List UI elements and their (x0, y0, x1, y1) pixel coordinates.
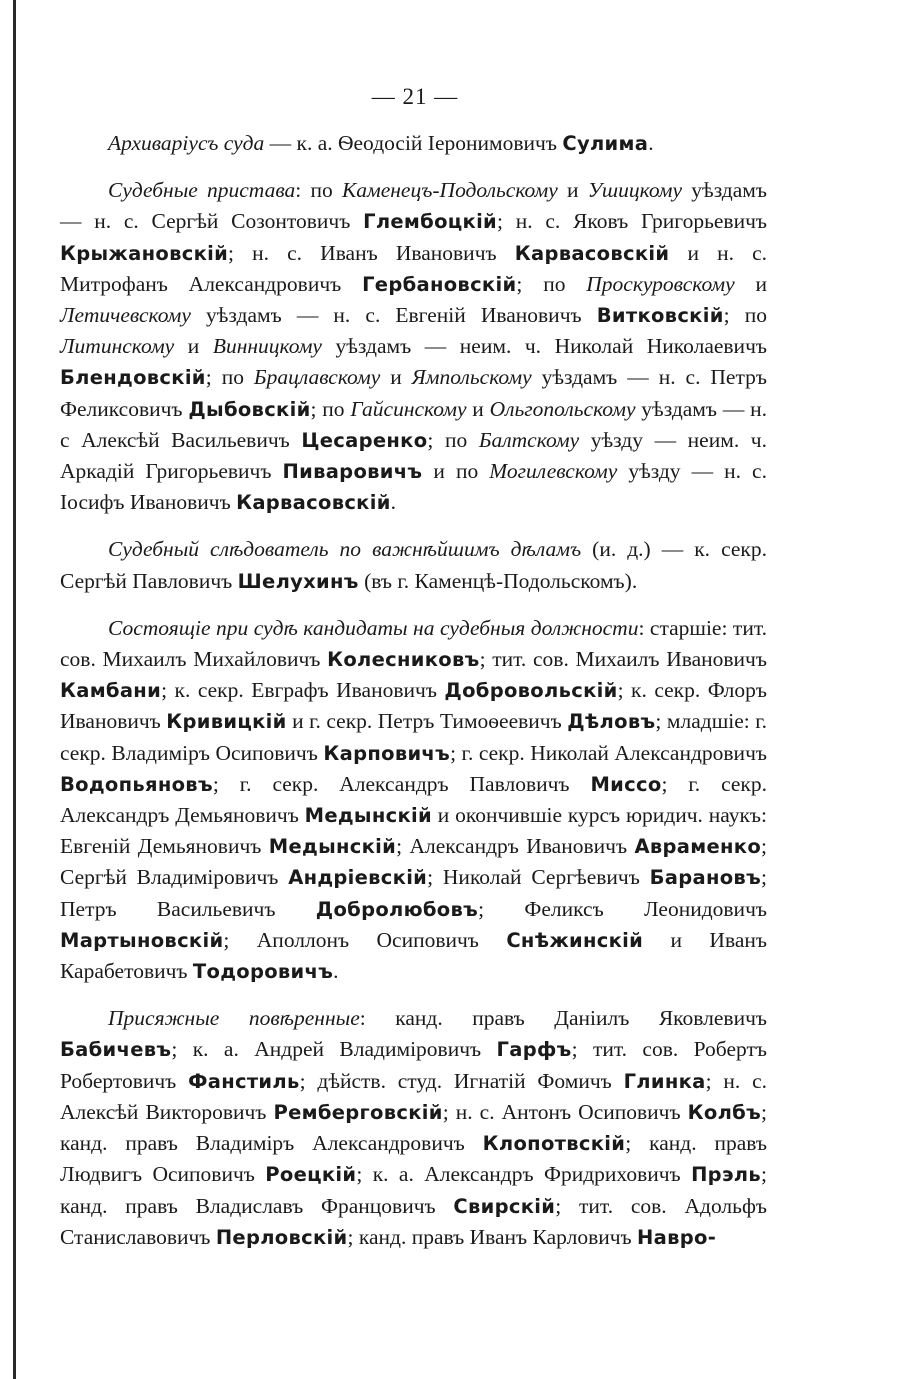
body-text: ; по (723, 303, 767, 328)
italic-heading-text: Брацлавскому (253, 365, 381, 390)
italic-heading-text: Винницкому (212, 334, 322, 359)
surname-bold: Цесаренко (301, 428, 428, 452)
italic-heading-text: Проскуровскому (586, 271, 735, 296)
body-text: ; Аполлонъ Осиповичъ (223, 927, 507, 952)
paragraph-archivarius (60, 128, 767, 159)
body-text: и Иванъ Карабетовичъ (60, 927, 767, 984)
body-text: : старшіе: тит. сов. Михаилъ Михайловичъ (60, 615, 767, 672)
page-body (60, 128, 767, 1269)
paragraph-sworn-attorneys (60, 1003, 767, 1253)
italic-heading-text: Ямпольскому (411, 365, 532, 390)
body-text: уѣзду — н. с. Іосифъ Ивановичъ (60, 459, 767, 515)
italic-heading-text: Балтскому (478, 427, 580, 452)
body-text: ; н. с. Антонъ Осиповичъ (442, 1099, 688, 1124)
surname-bold: Медынскій (304, 804, 432, 828)
body-text: ; канд. правъ Иванъ Карловичъ (347, 1224, 638, 1249)
italic-heading-text: Могилевскому (489, 459, 618, 484)
surname-bold: Авраменко (634, 835, 762, 859)
surname-bold: Перловскій (215, 1225, 348, 1249)
surname-bold: Крыжановскій (60, 241, 229, 265)
surname-bold: Добролюбовъ (315, 897, 479, 921)
surname-bold: Сулима (562, 132, 649, 155)
surname-bold: Глембоцкій (363, 210, 498, 234)
body-text: ; к. а. Александръ Фридриховичъ (356, 1162, 692, 1187)
body-text: уѣздамъ — н. с Алексѣй Васильевичъ (60, 396, 767, 452)
paragraph-judicial-candidates (60, 613, 767, 987)
surname-bold: Ремберговскій (273, 1100, 443, 1124)
italic-heading-text: Ушицкому (587, 178, 683, 203)
body-text: ; Сергѣй Владиміровичъ (60, 834, 768, 890)
surname-bold: Андріевскій (288, 866, 428, 890)
body-text: и (734, 271, 767, 296)
surname-bold: Добровольскій (444, 679, 618, 703)
body-text: ; Феликсъ Леонидовичъ (478, 896, 767, 921)
surname-bold: Клопотвскій (482, 1132, 626, 1156)
body-text: ; Николай Сергѣевичъ (427, 865, 650, 890)
surname-bold: Гербановскій (362, 272, 517, 296)
body-text: : канд. правъ Даніилъ Яковлевичъ (359, 1006, 768, 1031)
body-text: ; по (427, 427, 479, 452)
body-text: — к. а. Ѳеодосій Іеронимовичъ (264, 131, 563, 155)
body-text: ; по (205, 365, 254, 390)
surname-bold: Свирскій (453, 1194, 556, 1218)
surname-bold: Глинка (623, 1069, 706, 1093)
surname-bold: Тодоровичъ (192, 960, 334, 984)
body-text: ; по (516, 271, 587, 296)
body-text: ; г. секр. Александръ Демьяновичъ (60, 771, 767, 828)
surname-bold: Дыбовскій (188, 397, 311, 421)
body-text: уѣздамъ — неим. ч. Николай Николаевичъ (321, 334, 767, 359)
surname-bold: Барановъ (649, 866, 762, 890)
surname-bold: Бабичевъ (60, 1038, 172, 1062)
body-text: и окончившіе курсъ юридич. наукъ: Евгеній Демьяновичъ (60, 803, 768, 859)
body-text: ; Петръ Васильевичъ (60, 865, 768, 921)
body-text: и (174, 334, 213, 359)
body-text: и н. с. Митрофанъ Александровичъ (60, 240, 767, 296)
body-text: ; канд. правъ Людвигъ Осиповичъ (60, 1131, 767, 1187)
italic-heading-text: Архиваріусъ суда (108, 131, 265, 155)
body-text: . (390, 490, 397, 515)
surname-bold: Дѣловъ (567, 710, 656, 734)
surname-bold: Карвасовскій (514, 241, 670, 265)
body-text: ; н. с. Иванъ Ивановичъ (228, 240, 515, 265)
body-text: ; по (310, 396, 351, 421)
italic-heading-text: Ольгопольскому (489, 396, 636, 421)
surname-bold: Колбъ (687, 1100, 762, 1124)
italic-heading-text: Гайсинскому (350, 396, 467, 421)
surname-bold: Витковскій (596, 304, 724, 328)
surname-bold: Карвасовскій (236, 491, 391, 515)
body-text: ; тит. сов. Михаилъ Ивановичъ (479, 647, 767, 672)
surname-bold: Блендовскій (60, 366, 206, 390)
body-text: и (557, 178, 588, 203)
surname-bold: Миссо (590, 772, 662, 796)
italic-heading-text: Литинскому (60, 334, 175, 359)
italic-heading-text: Судебный слѣдователь по важнѣйшимъ дѣламъ (108, 537, 582, 562)
body-text: ; г. секр. Александръ Павловичъ (212, 771, 591, 796)
surname-bold: Камбани (60, 679, 162, 703)
body-text: ; г. секр. Николай Александровичъ (450, 740, 767, 765)
surname-bold: Водопьяновъ (60, 772, 213, 796)
body-text: уѣздамъ — н. с. Сергѣй Созонтовичъ (60, 178, 768, 234)
surname-bold: Карповичъ (323, 741, 451, 765)
surname-bold: Медынскій (268, 835, 397, 859)
body-text: : по (295, 178, 342, 203)
page-left-border (13, 0, 16, 1379)
italic-heading-text: Судебные пристава (108, 178, 296, 203)
surname-bold: Прэль (691, 1163, 762, 1187)
body-text: (въ г. Каменцѣ-Подольскомъ). (358, 568, 638, 593)
surname-bold: Снѣжинскій (506, 928, 644, 952)
body-text: ; Александръ Ивановичъ (396, 834, 635, 859)
body-text: уѣздамъ — н. с. Евгеній Ивановичъ (190, 303, 597, 328)
surname-bold: Шелухинъ (237, 569, 359, 593)
body-text: ; н. с. Яковъ Григорьевичъ (497, 209, 768, 234)
body-text: ; н. с. Алексѣй Викторовичъ (60, 1068, 767, 1124)
surname-bold: Кривицкій (166, 710, 287, 734)
surname-bold: Фанстиль (188, 1069, 300, 1093)
surname-bold: Роецкій (265, 1163, 357, 1187)
italic-heading-text: Летичевскому (60, 303, 191, 328)
surname-bold: Колесниковъ (327, 648, 480, 672)
body-text: и (466, 396, 490, 421)
surname-bold: Навро- (637, 1225, 717, 1249)
body-text: ; к. а. Андрей Владиміровичъ (171, 1037, 497, 1062)
surname-bold: Пиваровичъ (282, 460, 423, 484)
body-text: ; канд. правъ Владиславъ Францовичъ (60, 1162, 767, 1218)
body-text: ; канд. правъ Владиміръ Александровичъ (60, 1099, 768, 1156)
body-text: . (333, 959, 339, 984)
body-text: уѣзду — неим. ч. Аркадій Григорьевичъ (60, 427, 767, 484)
body-text: ; тит. сов. Адольфъ Станиславовичъ (60, 1193, 767, 1249)
page-number: — 21 — (371, 84, 459, 109)
surname-bold: Гарфъ (496, 1038, 572, 1062)
body-text: ; дѣйств. студ. Игнатій Фомичъ (299, 1068, 624, 1093)
body-text: ; младшіе: г. секр. Владиміръ Осиповичъ (60, 709, 768, 765)
italic-heading-text: Состоящіе при судѣ кандидаты на судебныя должности (108, 615, 639, 640)
body-text: уѣздамъ — н. с. Петръ Феликсовичъ (60, 365, 767, 421)
italic-heading-text: Каменецъ-Подольскому (341, 178, 558, 203)
paragraph-court-bailiffs (60, 175, 767, 518)
body-text: ; к. секр. Евграфъ Ивановичъ (161, 678, 445, 703)
body-text: и по (422, 459, 490, 484)
body-text: ; к. секр. Флоръ Ивановичъ (60, 678, 767, 734)
italic-heading-text: Присяжные повѣренные (108, 1006, 360, 1031)
paragraph-investigator (60, 534, 767, 596)
body-text: и г. секр. Петръ Тимоѳеевичъ (286, 709, 568, 734)
body-text: ; тит. сов. Робертъ Робертовичъ (60, 1037, 767, 1093)
body-text: (и. д.) — к. секр. Сергѣй Павловичъ (60, 537, 767, 593)
body-text: . (648, 131, 654, 155)
surname-bold: Мартыновскій (60, 928, 224, 952)
body-text: и (380, 365, 412, 390)
